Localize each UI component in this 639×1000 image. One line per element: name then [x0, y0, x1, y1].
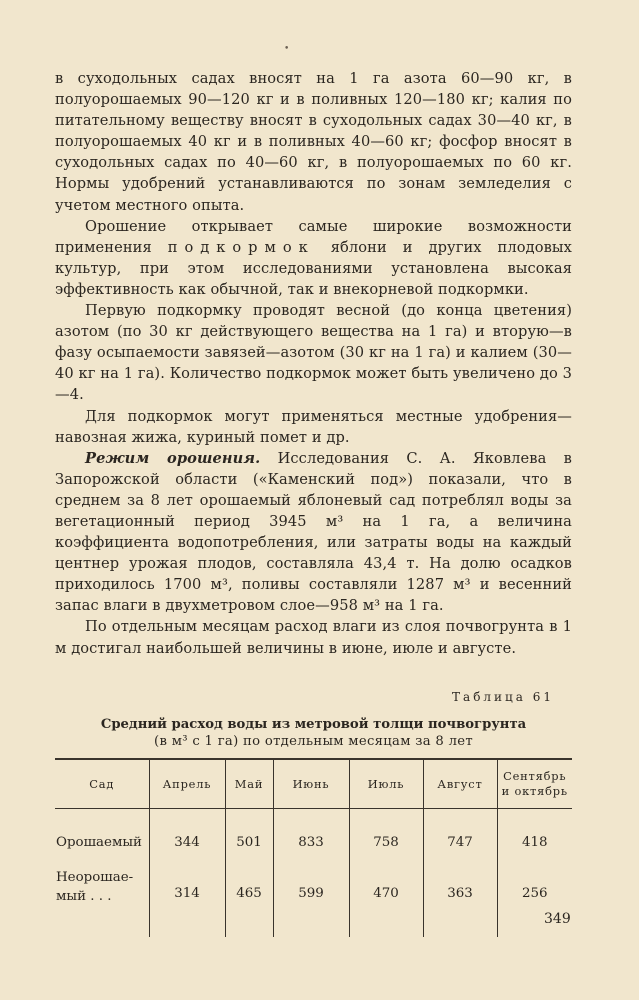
paragraph-irrigation-feeding — [55, 216, 572, 300]
table-cell: 465 — [225, 860, 273, 937]
paragraph-fertilizer-norms: в суходольных садах вносят на 1 га азота 60—90 кг, в полуорошаемых 90—120 кг и в поливных 120—180 кг; калия по питательному веществу вносят в суходольных садах 30—40 кг, в полуорошаемых 40 кг и в поливных 40—60 кг; фосфор вносят в суходольных садах по 40—60 кг, в полуорошаемых по 60 кг. Нормы удобрений устанавливаются по зонам земледелия с учетом местного опыта. — [55, 70, 572, 214]
header-may: Май — [225, 759, 273, 809]
row-label-line2: мый . . . — [56, 889, 112, 904]
table-caption: Средний расход воды из метровой толщи почвогрунта — [100, 717, 527, 732]
table-cell: 833 — [273, 809, 349, 861]
row-label-irrigated: Орошаемый — [56, 834, 142, 850]
table-row — [55, 860, 572, 937]
paragraph-monthly-consumption: По отдельным месяцам расход влаги из слоя почвогрунта в 1 м достигал наибольшей величины в июне, июле и августе. — [55, 618, 572, 657]
page-mark: • — [284, 44, 290, 54]
header-garden: Сад — [55, 759, 149, 809]
table-cell: 256 — [497, 860, 572, 937]
table-cell: 363 — [423, 860, 497, 937]
table-cell: 418 — [497, 809, 572, 861]
paragraph-first-feeding: Первую подкормку проводят весной (до конца цветения) азотом (по 30 кг действующего вещества на 1 га) и вторую—в фазу осыпаемости завязей—азотом (30 кг на 1 га) и калием (30—40 кг на 1 га). Количество подкормок может быть увеличено до 3—4. — [55, 302, 572, 404]
table-cell: 501 — [225, 809, 273, 861]
header-sep-oct: Сентябрь и октябрь — [497, 759, 572, 809]
table-caption-units: (в м³ с 1 га) по отдельным месяцам за 8 лет — [154, 734, 473, 749]
emphasis-feeding: подкормок — [167, 238, 315, 256]
table-row — [55, 809, 572, 861]
header-august: Август — [423, 759, 497, 809]
paragraph-irrigation-mode — [55, 448, 572, 617]
table-header-row — [55, 759, 572, 809]
page-number: 349 — [544, 911, 571, 927]
header-july: Июль — [349, 759, 423, 809]
water-consumption-table — [55, 758, 572, 937]
table-cell: 758 — [349, 809, 423, 861]
body-text — [55, 68, 572, 659]
row-label-non-irrigated — [55, 860, 149, 937]
table-number: Таблица 61 — [452, 690, 554, 704]
row-label-line1: Неорошае- — [56, 870, 134, 885]
table-cell: 747 — [423, 809, 497, 861]
heading-irrigation-mode: Режим орошения. — [85, 449, 261, 467]
paragraph-local-fertilizers: Для подкормок могут применяться местные удобрения—навозная жижа, куриный помет и др. — [55, 407, 572, 446]
header-june: Июнь — [273, 759, 349, 809]
paragraph-yakovlev-study: Исследования С. А. Яковлева в Запорожской области («Каменский под») показали, что в среднем за 8 лет орошаемый яблоневый сад потреблял воды за вегетационный период 3945 м³ на 1 га, а величина коэффициента водопотребления, или затраты воды на каждый центнер урожая плодов, составляла 43,4 т. На долю осадков приходилось 1700 м³, поливы составляли 1287 м³ и весенний запас влаги в двухметровом слое—958 м³ на 1 га. — [55, 449, 572, 615]
table-cell: 599 — [273, 860, 349, 937]
table-cell: 314 — [149, 860, 225, 937]
paragraph-irrigation-end: яблони и других плодовых культур, при этом исследованиями установлена высокая эффективность как обычной, так и внекорневой подкормки. — [55, 238, 572, 298]
table-cell: 470 — [349, 860, 423, 937]
table-cell: 344 — [149, 809, 225, 861]
header-april: Апрель — [149, 759, 225, 809]
paragraph-irrigation-start: Орошение открывает самые широкие возможности применения — [55, 217, 572, 256]
